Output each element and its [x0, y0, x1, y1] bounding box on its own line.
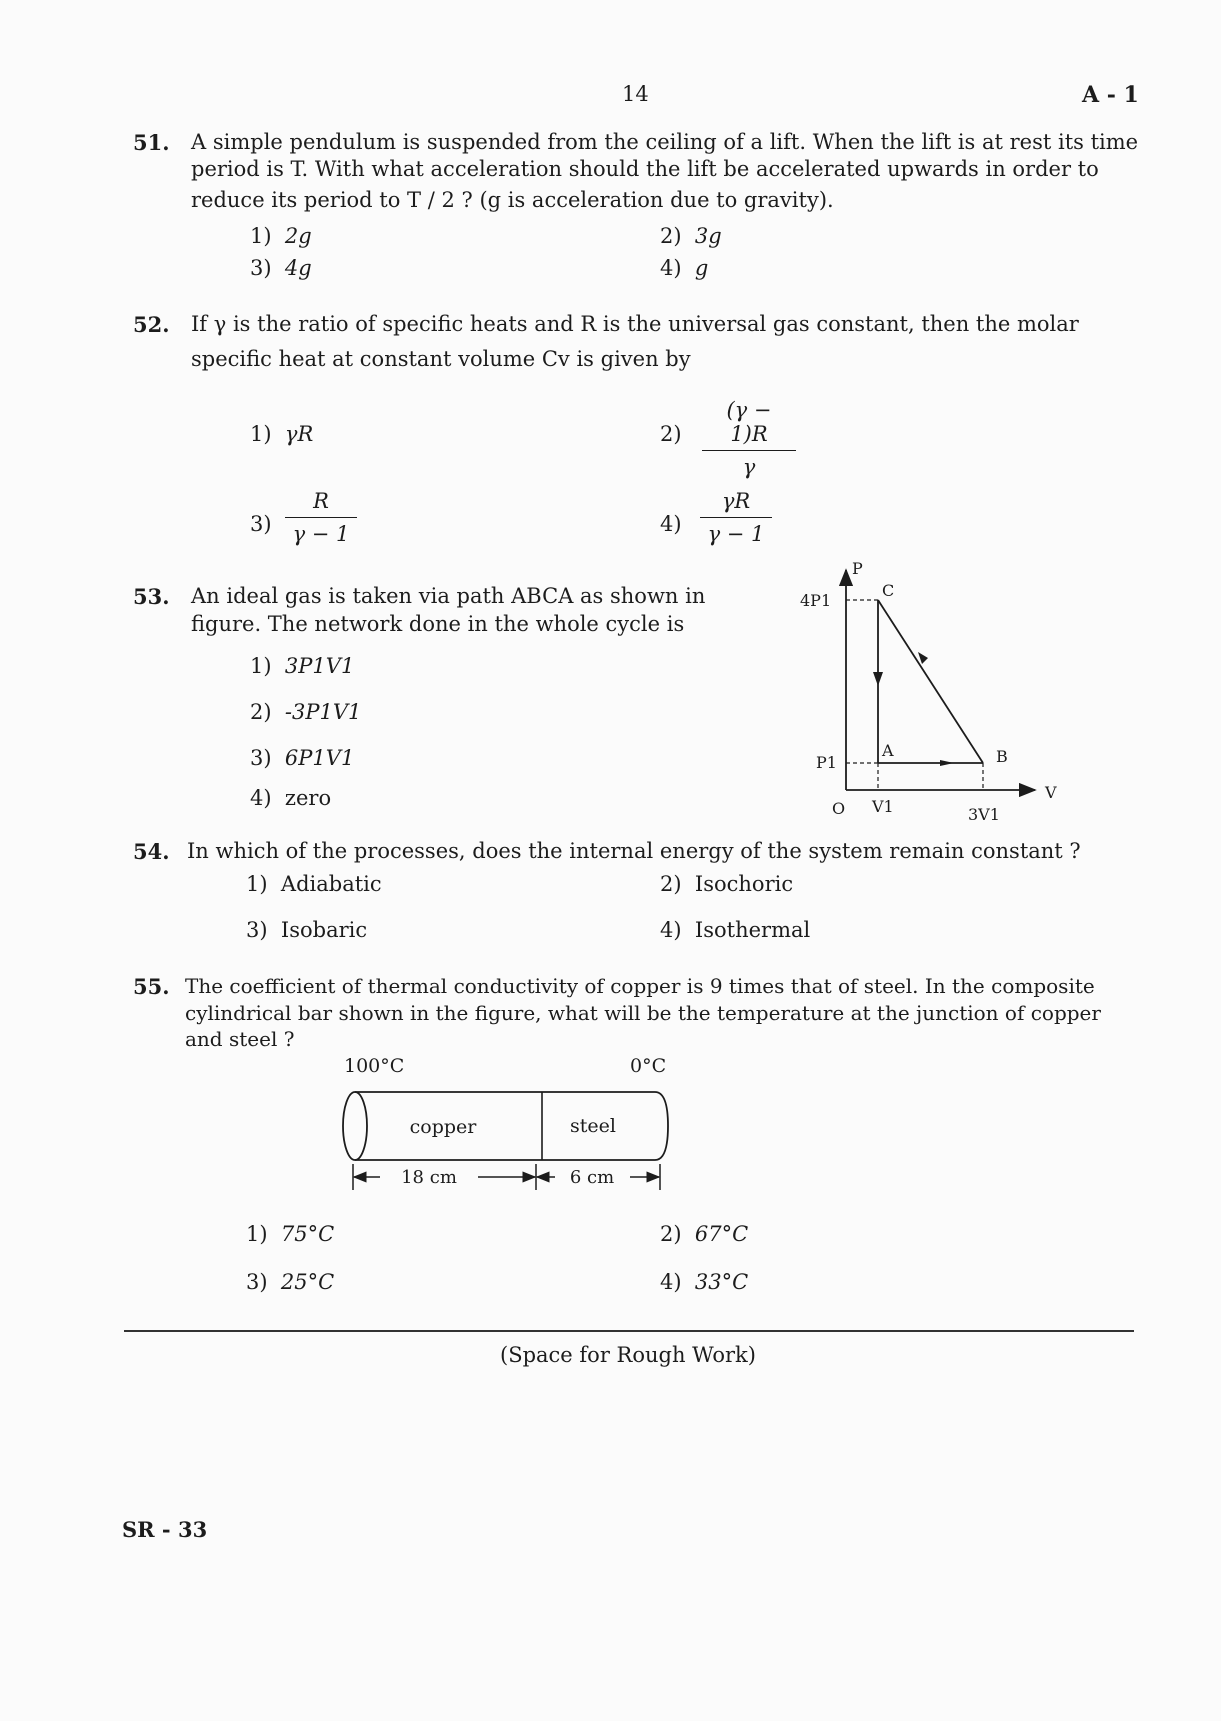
option-label: 2): [660, 224, 682, 248]
fraction-denominator: γ − 1: [707, 522, 765, 546]
path-bc: [878, 600, 983, 763]
option-2[interactable]: [660, 1222, 748, 1246]
steel-label: steel: [570, 1115, 616, 1137]
length-copper-label: 18 cm: [401, 1167, 457, 1188]
question-number: 55.: [133, 974, 170, 999]
question-number: 53.: [133, 584, 170, 609]
label-p1: P1: [816, 753, 837, 772]
rough-work-label: (Space for Rough Work): [500, 1343, 756, 1367]
option-label: 1): [250, 654, 272, 678]
axis-label-v: V: [1045, 783, 1057, 802]
question-text-line: and steel ?: [185, 1027, 295, 1051]
option-text: γR: [284, 422, 314, 446]
option-text: -3P1V1: [284, 700, 362, 724]
arrow-right-icon: [940, 760, 954, 766]
option-4[interactable]: [660, 1270, 748, 1294]
question-text-line: cylindrical bar shown in the figure, what will be the temperature at the junction of copper: [185, 1001, 1101, 1025]
question-number: 52.: [133, 312, 170, 337]
option-1[interactable]: [250, 224, 312, 248]
bar-outline: [355, 1092, 668, 1160]
option-label: 1): [250, 422, 272, 446]
question-number: 51.: [133, 130, 170, 155]
option-2[interactable]: [660, 872, 793, 896]
arrow-up-left-icon: [918, 652, 928, 664]
copper-label: copper: [409, 1116, 477, 1138]
option-label: 2): [660, 872, 682, 896]
option-label: 4): [660, 918, 682, 942]
question-text-line: figure. The network done in the whole cycle is: [191, 612, 685, 636]
option-1[interactable]: [246, 1222, 334, 1246]
option-1[interactable]: [246, 872, 382, 896]
label-3v1: 3V1: [968, 805, 1000, 824]
option-text: 3P1V1: [284, 654, 355, 678]
option-1[interactable]: [250, 422, 313, 446]
pv-diagram: [790, 560, 1070, 840]
option-label: 2): [660, 1222, 682, 1246]
option-text: Isothermal: [694, 918, 811, 942]
question-text-line: An ideal gas is taken via path ABCA as shown in: [191, 584, 706, 608]
option-label: 3): [250, 746, 272, 770]
option-1[interactable]: [250, 654, 354, 678]
option-3[interactable]: [246, 918, 367, 942]
option-text: Isochoric: [694, 872, 794, 896]
bar-end-cap: [343, 1092, 367, 1160]
option-label: 4): [250, 786, 272, 810]
label-4p1: 4P1: [800, 591, 832, 610]
question-text-line: specific heat at constant volume Cv is given by: [191, 347, 691, 371]
option-text: 2g: [284, 224, 312, 248]
fraction-numerator: R: [285, 489, 357, 518]
option-4[interactable]: [250, 786, 331, 810]
option-4-label: 4): [660, 512, 682, 536]
option-text: 75°C: [280, 1222, 335, 1246]
option-3[interactable]: [285, 489, 357, 546]
point-c-label: C: [882, 581, 895, 600]
option-text: 67°C: [694, 1222, 749, 1246]
question-text-line: A simple pendulum is suspended from the ceiling of a lift. When the lift is at rest its time: [191, 130, 1139, 154]
paper-code: A - 1: [1082, 82, 1139, 108]
option-text: 4g: [284, 256, 312, 280]
option-text: 3g: [694, 224, 722, 248]
length-steel-label: 6 cm: [569, 1167, 615, 1188]
option-text: Adiabatic: [280, 872, 382, 896]
axis-label-p: P: [852, 560, 863, 578]
option-3[interactable]: [246, 1270, 334, 1294]
option-2[interactable]: [702, 398, 796, 479]
question-text-line: period is T. With what acceleration should the lift be accelerated upwards in order to: [191, 157, 1099, 181]
temp-left-label: 100°C: [344, 1055, 405, 1077]
point-b-label: B: [996, 747, 1008, 766]
question-number: 54.: [133, 839, 170, 864]
series-code: SR - 33: [122, 1517, 208, 1542]
option-text: Isobaric: [280, 918, 368, 942]
option-label: 1): [246, 872, 268, 896]
origin-label: O: [832, 799, 846, 818]
fraction-denominator: γ − 1: [292, 522, 350, 546]
option-text: g: [694, 256, 709, 280]
divider-rule: [124, 1330, 1134, 1332]
option-label: 4): [660, 256, 682, 280]
question-text-line: reduce its period to T / 2 ? (g is acceleration due to gravity).: [191, 188, 834, 212]
option-4[interactable]: [660, 918, 810, 942]
option-label: 4): [660, 1270, 682, 1294]
option-3-label: 3): [250, 512, 272, 536]
option-2[interactable]: [660, 224, 722, 248]
page-number: 14: [622, 82, 649, 106]
option-text: 25°C: [280, 1270, 335, 1294]
option-label: 1): [250, 224, 272, 248]
option-4[interactable]: [700, 489, 772, 546]
question-text: In which of the processes, does the internal energy of the system remain constant ?: [187, 839, 1081, 863]
point-a-label: A: [882, 741, 894, 760]
question-text-line: The coefficient of thermal conductivity of copper is 9 times that of steel. In the composite: [185, 974, 1095, 998]
option-2-label: 2): [660, 422, 682, 446]
option-text: 6P1V1: [284, 746, 355, 770]
option-label: 3): [246, 1270, 268, 1294]
option-label: 1): [246, 1222, 268, 1246]
option-3[interactable]: [250, 256, 312, 280]
option-label: 3): [250, 256, 272, 280]
fraction-denominator: γ: [742, 455, 756, 479]
fraction-numerator: (γ − 1)R: [702, 398, 796, 451]
option-text: 33°C: [694, 1270, 749, 1294]
arrow-down-icon: [873, 672, 883, 686]
label-v1: V1: [872, 797, 894, 816]
composite-bar-figure: [330, 1050, 690, 1200]
option-label: 3): [246, 918, 268, 942]
option-4[interactable]: [660, 256, 708, 280]
question-text-line: If γ is the ratio of specific heats and R is the universal gas constant, then the molar: [191, 312, 1079, 336]
option-label: 2): [250, 700, 272, 724]
fraction-numerator: γR: [700, 489, 772, 518]
option-2[interactable]: [250, 700, 361, 724]
temp-right-label: 0°C: [630, 1055, 667, 1077]
option-text: zero: [284, 786, 332, 810]
option-3[interactable]: [250, 746, 354, 770]
